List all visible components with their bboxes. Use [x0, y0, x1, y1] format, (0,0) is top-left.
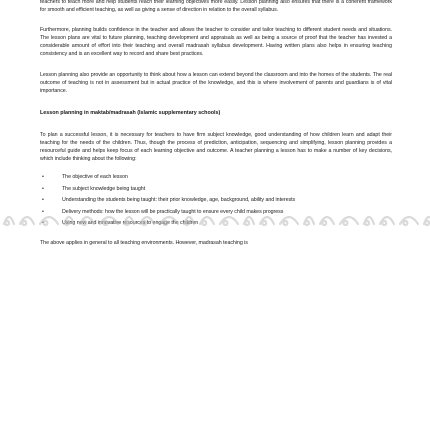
list-item-text: The objective of each lesson — [62, 174, 128, 181]
document-page — [40, 0, 392, 430]
decision-list — [40, 173, 392, 227]
bullet-icon: • — [42, 220, 44, 227]
list-item — [40, 173, 392, 181]
section-heading: Lesson planning in maktab/madrasah (Islamic supplementary schools) — [40, 109, 221, 116]
list-item-text: Delivery methods: how the lesson will be practically taught to ensure every child makes progress — [62, 208, 284, 215]
paragraph-planning-confidence: Furthermore, planning builds confidence in the teacher and allows the teacher to consider and tailor teaching to different student needs and situations. The lesson plans are vital to future planning, teaching development and appraisals as well as being a source of proof that the teacher has invested a considerable amount of effort into their teaching and overall madrasah syllabus development. Having written plans also helps in ensuring teaching consistency and is an excellent way to record and share best practices. — [40, 27, 392, 58]
list-item — [40, 196, 392, 204]
paragraph-intro: teachers to teach more and help students reach their learning objectives more easily. Lesson planning also ensures that there is a coherent framework for smooth and efficient teaching, as well as giving a sense of direction in relation to the overall syllabus. — [40, 0, 392, 14]
paragraph-above-applies: The above applies in general to all teaching environments. However, madrasah teaching is — [40, 240, 248, 247]
list-item — [40, 219, 392, 227]
watermark-glyph — [424, 217, 430, 225]
paragraph-beyond-classroom: Lesson planning also provide an opportunity to think about how a lesson can extend beyond the classroom and into the homes of the students. The real outcome of teaching is not in assessment but in actual practice of the knowledge, and this is where involvement of parents and guardians is of vital importance. — [40, 71, 392, 94]
bullet-icon: • — [42, 208, 44, 215]
watermark-glyph — [400, 217, 418, 225]
list-item-text: Understanding the students being taught: their prior knowledge, age, background, ability and interests — [62, 197, 296, 204]
list-item-text: Using new and innovative resources to engage the children — [62, 220, 199, 227]
list-item-text: The subject knowledge being taught — [62, 185, 146, 192]
paragraph-successful-lesson: To plan a successful lesson, it is necessary for teachers to have firm subject knowledge, good understanding of how children learn and adapt their teaching for the needs of the children. Thus, though the process of prediction, anticipation, sequencing and simplifying, lesson planning provides a resourceful guide and helps keep focus of each learning objective and outcome. A teacher planning a lesson has to make a number of key decisions, which include thinking about the following: — [40, 131, 392, 163]
bullet-icon: • — [42, 197, 44, 204]
bullet-icon: • — [42, 174, 44, 181]
list-item — [40, 208, 392, 216]
list-item — [40, 185, 392, 193]
bullet-icon: • — [42, 185, 44, 192]
watermark-glyph — [20, 217, 34, 225]
watermark-glyph — [4, 217, 14, 225]
